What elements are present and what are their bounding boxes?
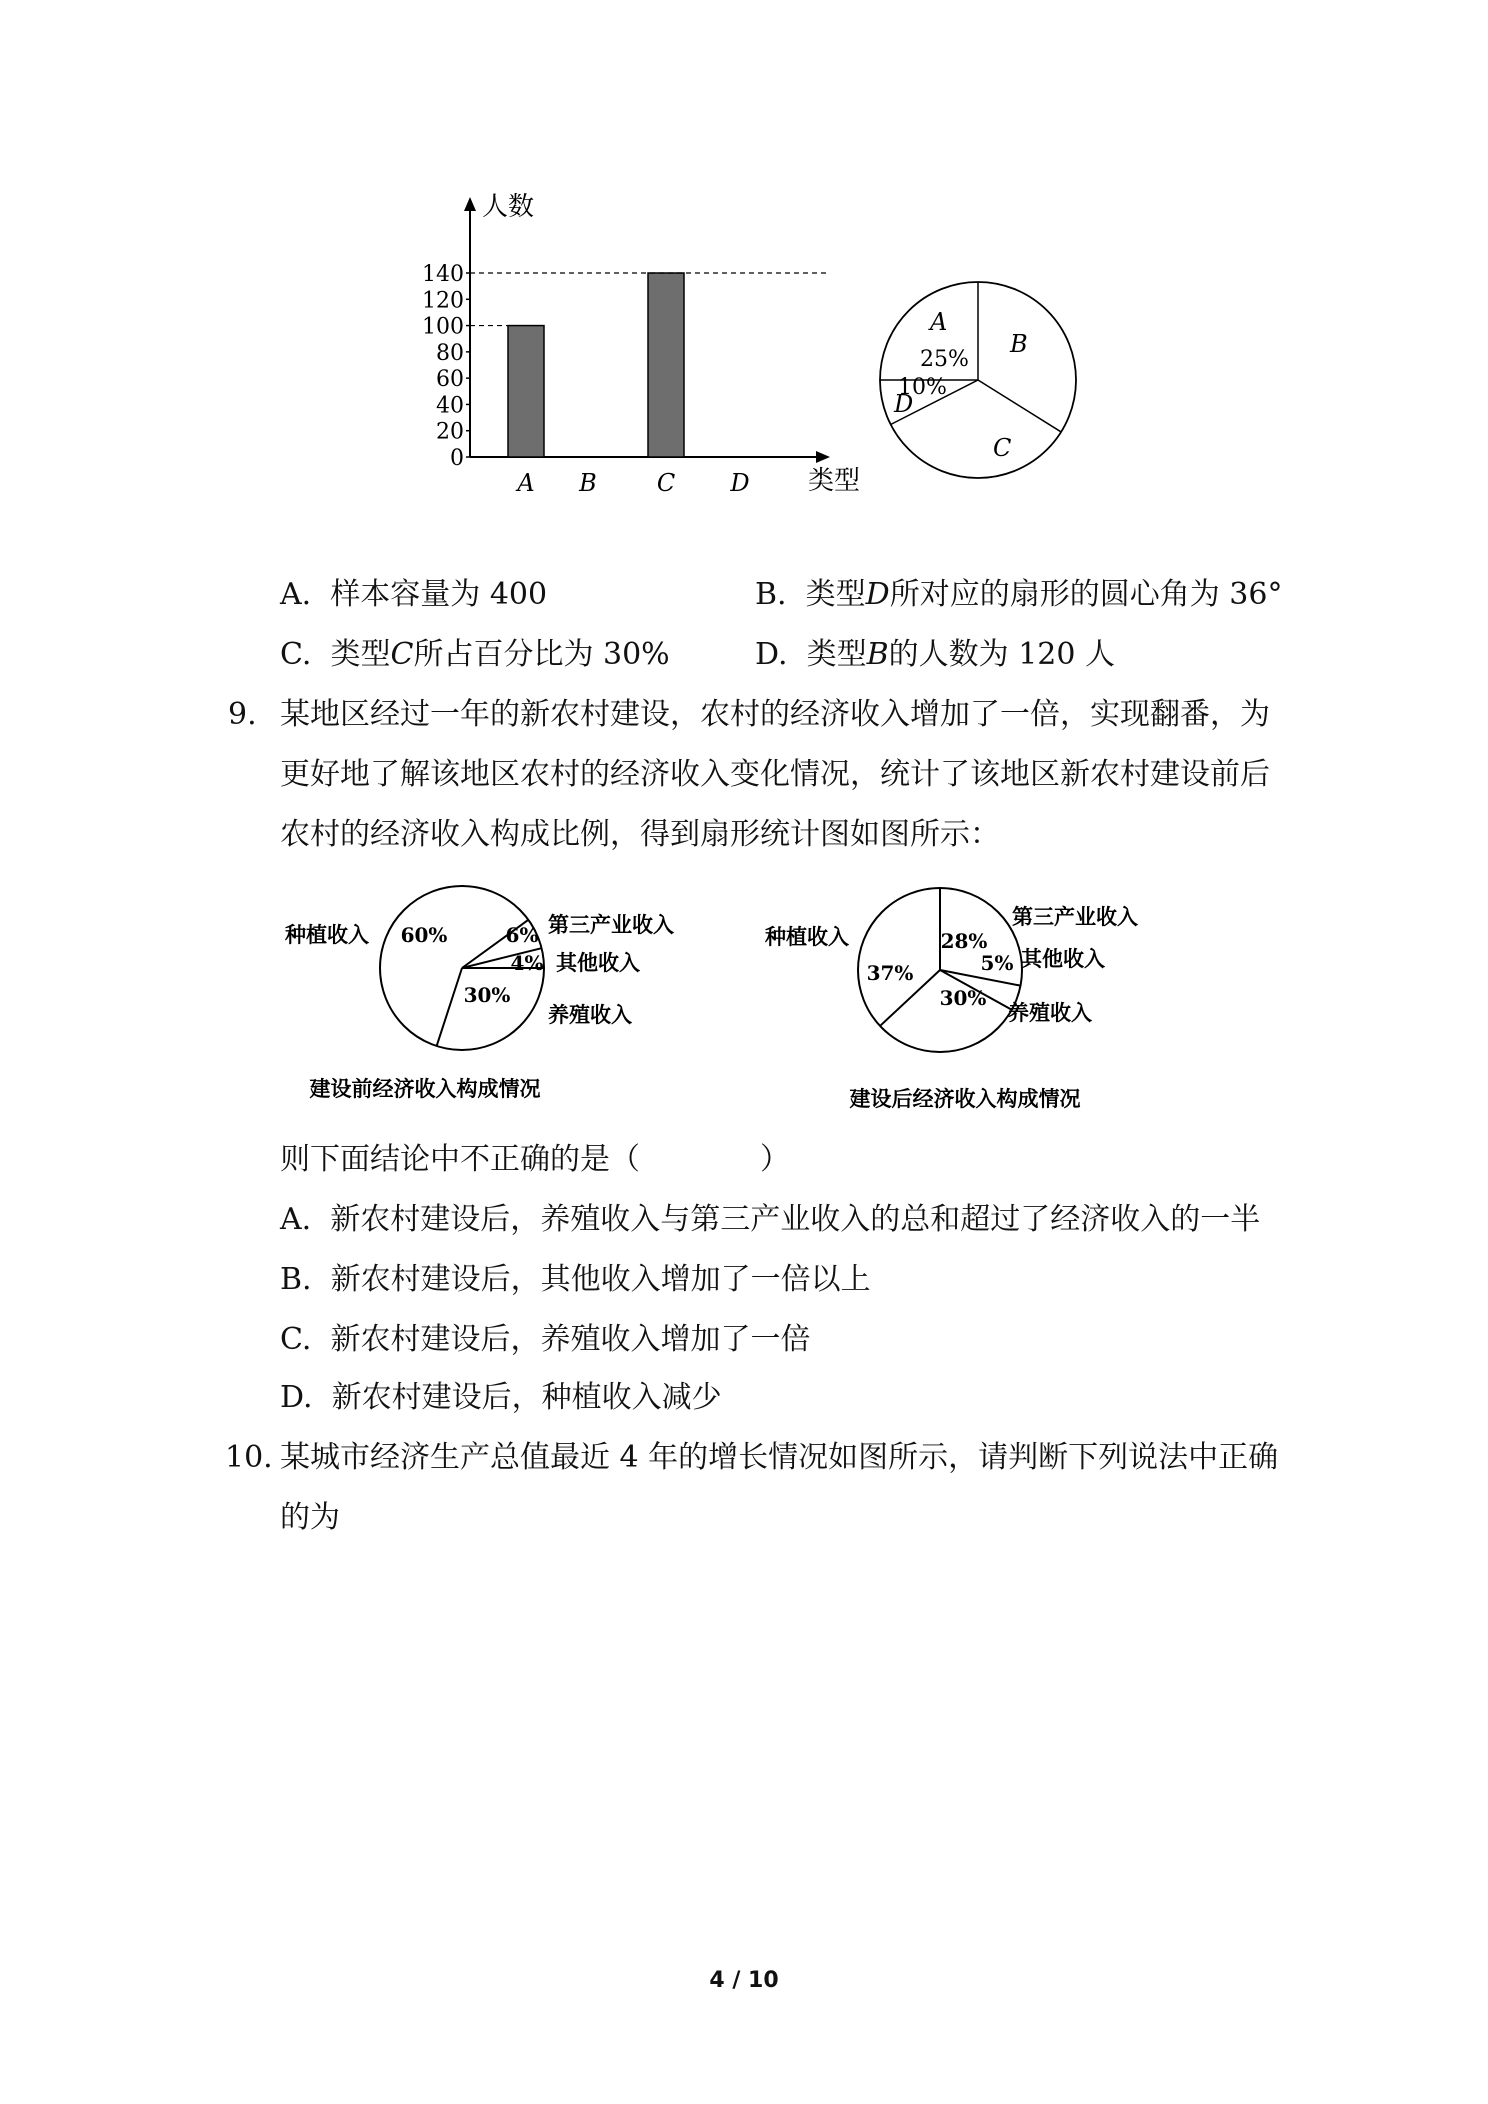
option-text: 样本容量为 400: [330, 577, 548, 612]
option-text-post: 所占百分比为 30%: [413, 637, 670, 672]
pie-value-label: 28%: [940, 929, 988, 953]
option-var: D: [865, 577, 890, 612]
bar-C: [648, 273, 684, 457]
option-text-pre: 类型: [330, 637, 391, 672]
option-letter: B.: [280, 1262, 312, 1297]
option-var: C: [390, 637, 414, 672]
option-letter: C.: [280, 1322, 312, 1357]
q9-pie-after: [755, 880, 1195, 1120]
q8-option-b: [755, 575, 1282, 615]
pie-value-label: 5%: [980, 951, 1014, 975]
option-letter: A.: [280, 1202, 312, 1237]
pie-label: D: [894, 390, 914, 418]
y-axis-arrow: [464, 197, 476, 211]
option-letter: C.: [280, 637, 312, 672]
q8-option-a: [280, 575, 547, 615]
pie-category-label: 第三产业收入: [1012, 904, 1138, 929]
x-axis-label: 类型: [808, 466, 860, 496]
option-text: 新农村建设后，其他收入增加了一倍以上: [330, 1262, 871, 1297]
pie-value-label: 30%: [939, 986, 987, 1010]
option-letter: D.: [280, 1380, 313, 1415]
q10-number: 10.: [225, 1440, 273, 1475]
q10-stem-line-1: 某城市经济生产总值最近 4 年的增长情况如图所示，请判断下列说法中正确: [280, 1440, 1279, 1475]
pie-label: A: [930, 308, 948, 336]
pie-value-label: 30%: [463, 983, 511, 1007]
option-letter: D.: [755, 637, 788, 672]
option-text-post: 所对应的扇形的圆心角为 36°: [889, 577, 1283, 612]
pie-category-label: 种植收入: [765, 924, 849, 949]
option-letter: B.: [755, 577, 787, 612]
pie-category-label: 种植收入: [285, 922, 369, 947]
y-axis-label: 人数: [482, 192, 535, 222]
q9-question: 则下面结论中不正确的是（ ）: [280, 1142, 790, 1177]
q8-bar-chart: [420, 185, 860, 505]
option-text: 新农村建设后，种植收入减少: [331, 1380, 722, 1415]
q9-option-c: [280, 1320, 811, 1360]
q9-option-b: [280, 1260, 871, 1300]
q9-pie-before: [270, 880, 710, 1120]
option-text: 新农村建设后，养殖收入与第三产业收入的总和超过了经济收入的一半: [330, 1202, 1261, 1237]
x-tick-label: C: [656, 469, 676, 497]
q9-stem-line-1: 某地区经过一年的新农村建设，农村的经济收入增加了一倍，实现翻番，为: [280, 697, 1270, 732]
pie-label: B: [1010, 330, 1028, 358]
option-text-pre: 类型: [805, 577, 866, 612]
q9-number: 9.: [228, 697, 257, 732]
pie-title: 建设前经济收入构成情况: [309, 1076, 541, 1101]
q8-option-c: [280, 635, 670, 675]
pie-value-label: 25%: [920, 347, 969, 372]
q8-pie-chart: [868, 270, 1088, 490]
y-tick-label: 140: [422, 262, 464, 287]
pie-value-label: 10%: [898, 375, 947, 400]
x-tick-label: D: [730, 469, 750, 497]
option-text-pre: 类型: [806, 637, 867, 672]
pie-category-label: 养殖收入: [548, 1002, 632, 1027]
y-tick-label: 20: [436, 419, 464, 445]
y-tick-label: 80: [436, 340, 464, 366]
x-tick-label: B: [579, 469, 597, 497]
pie-value-label: 6%: [505, 923, 539, 947]
pie-value-label: 60%: [400, 923, 448, 947]
x-axis-arrow: [816, 451, 830, 463]
y-tick-label: 120: [422, 288, 464, 314]
option-text: 新农村建设后，养殖收入增加了一倍: [330, 1322, 811, 1357]
pie-category-label: 其他收入: [1021, 946, 1105, 971]
q10-stem-line-2: 的为: [280, 1500, 340, 1535]
pie-slice-boundary: [437, 968, 462, 1046]
bar-A: [508, 326, 544, 457]
pie-category-label: 第三产业收入: [548, 912, 674, 937]
page-number: 4 / 10: [709, 1968, 779, 1993]
x-tick-label: A: [517, 469, 535, 497]
pie-category-label: 养殖收入: [1008, 1000, 1092, 1025]
pie-value-label: 37%: [866, 961, 914, 985]
option-var: B: [866, 637, 889, 672]
q8-option-d: [755, 635, 1115, 675]
option-letter: A.: [280, 577, 312, 612]
q9-option-d: [280, 1378, 722, 1418]
option-text-post: 的人数为 120 人: [888, 637, 1115, 672]
y-tick-label: 100: [422, 314, 464, 340]
q9-stem-line-2: 更好地了解该地区农村的经济收入变化情况，统计了该地区新农村建设前后: [280, 757, 1270, 792]
pie-label: C: [993, 434, 1012, 462]
y-tick-label: 40: [436, 393, 464, 419]
q9-option-a: [280, 1200, 1260, 1240]
y-tick-label: 60: [436, 367, 464, 393]
y-tick-label: 0: [450, 446, 464, 471]
pie-value-label: 4%: [510, 951, 544, 975]
pie-category-label: 其他收入: [556, 950, 640, 975]
q9-stem-line-3: 农村的经济收入构成比例，得到扇形统计图如图所示：: [280, 817, 1000, 852]
pie-slice-boundary: [978, 380, 1061, 432]
pie-title: 建设后经济收入构成情况: [849, 1086, 1081, 1111]
